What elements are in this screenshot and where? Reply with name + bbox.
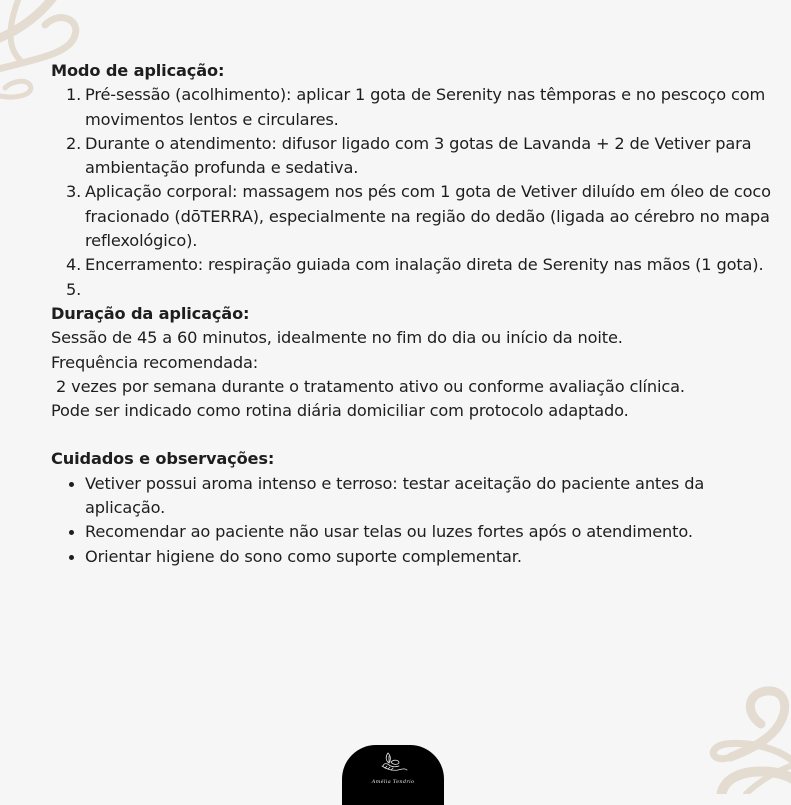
application-step [66,253,786,277]
application-step [66,132,786,181]
care-heading: Cuidados e observações: [51,449,275,469]
bullet-text: Orientar higiene do sono como suporte complementar. [85,546,522,566]
brand-name: Amélia Tendrio [371,779,415,785]
step-number: 1. [66,85,82,105]
step-text: Encerramento: respiração guiada com inalação direta de Serenity nas mãos (1 gota). [85,255,764,275]
brand-logo [342,745,444,805]
duration-heading: Duração da aplicação: [51,303,250,323]
bullet-text: Vetiver possui aroma intenso e terroso: testar aceitação do paciente antes da aplicação. [85,473,705,518]
application-steps-list [51,83,786,302]
application-step-empty [66,278,786,302]
duration-session-text: Sessão de 45 a 60 minutos, idealmente no fim do dia ou início da noite. [51,328,623,348]
section-spacer [51,423,786,447]
application-mode-heading: Modo de aplicação: [51,61,225,80]
frequency-label: Frequência recomendada: [51,352,259,372]
care-bullet-item [85,520,786,544]
step-text: Durante o atendimento: difusor ligado com 3 gotas de Lavanda + 2 de Vetiver para ambientação profunda e sedativa. [85,133,752,178]
home-routine-text: Pode ser indicado como rotina diária domiciliar com protocolo adaptado. [51,401,629,421]
flourish-ornament-bottom-right-icon [651,669,791,794]
step-number: 4. [66,255,82,275]
step-number: 5. [66,279,82,299]
care-bullet-item [85,545,786,569]
bullet-text: Recomendar ao paciente não usar telas ou luzes fortes após o atendimento. [85,522,693,542]
step-number: 3. [66,182,82,202]
bullet-icon [69,555,74,560]
application-step [66,180,786,253]
care-bullet-item [85,472,786,521]
care-bullets-list [51,472,786,569]
bullet-icon [69,482,74,487]
step-text: Aplicação corporal: massagem nos pés com 1 gota de Vetiver diluído em óleo de coco fracionado (dōTERRA), especialmente na região do dedão (ligada ao cérebro no mapa reflexológico). [85,182,771,251]
step-number: 2. [66,133,82,153]
hand-with-leaf-icon [378,751,408,777]
document-body [51,59,786,569]
step-text: Pré-sessão (acolhimento): aplicar 1 gota de Serenity nas têmporas e no pescoço com movimentos lentos e circulares. [85,85,766,129]
application-step [66,83,786,132]
frequency-text: 2 vezes por semana durante o tratamento ativo ou conforme avaliação clínica. [51,376,685,396]
bullet-icon [69,530,74,535]
